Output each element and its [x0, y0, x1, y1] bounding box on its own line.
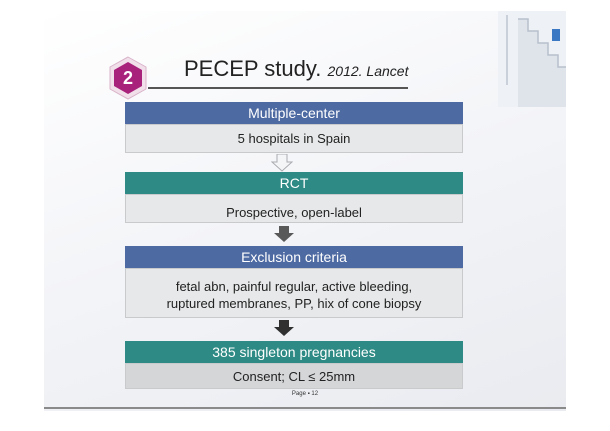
step-3-text-line-2: ruptured membranes, PP, hix of cone biopsy [166, 296, 422, 311]
step-4-body [125, 363, 463, 389]
down-arrow-outline-icon [271, 154, 293, 172]
step-1-body [125, 124, 463, 153]
slide [44, 11, 566, 411]
page-title [184, 56, 408, 82]
step-3-text-line-1: fetal abn, painful regular, active bleeding, [175, 279, 413, 294]
step-3-header: Exclusion criteria [125, 246, 463, 268]
page-number: Page ▪ 12 [291, 391, 319, 397]
step-number: 2 [122, 68, 133, 88]
title-underline [148, 87, 408, 89]
step-4-header: 385 singleton pregnancies [125, 341, 463, 363]
title-citation: 2012. Lancet [327, 63, 409, 79]
step-2-text: Prospective, open-label [226, 205, 362, 220]
title-main: PECEP study. [184, 56, 322, 81]
step-2-header: RCT [125, 172, 463, 194]
step-3-body [125, 268, 463, 318]
staircase-decoration-icon [498, 11, 566, 107]
bottom-rule [44, 407, 566, 409]
step-1-header: Multiple-center [125, 102, 463, 124]
down-arrow-icon [273, 320, 295, 337]
step-1-text: 5 hospitals in Spain [237, 131, 351, 146]
step-4-text: Consent; CL ≤ 25mm [232, 369, 356, 384]
down-arrow-icon [273, 226, 295, 243]
step-2-body [125, 194, 463, 223]
